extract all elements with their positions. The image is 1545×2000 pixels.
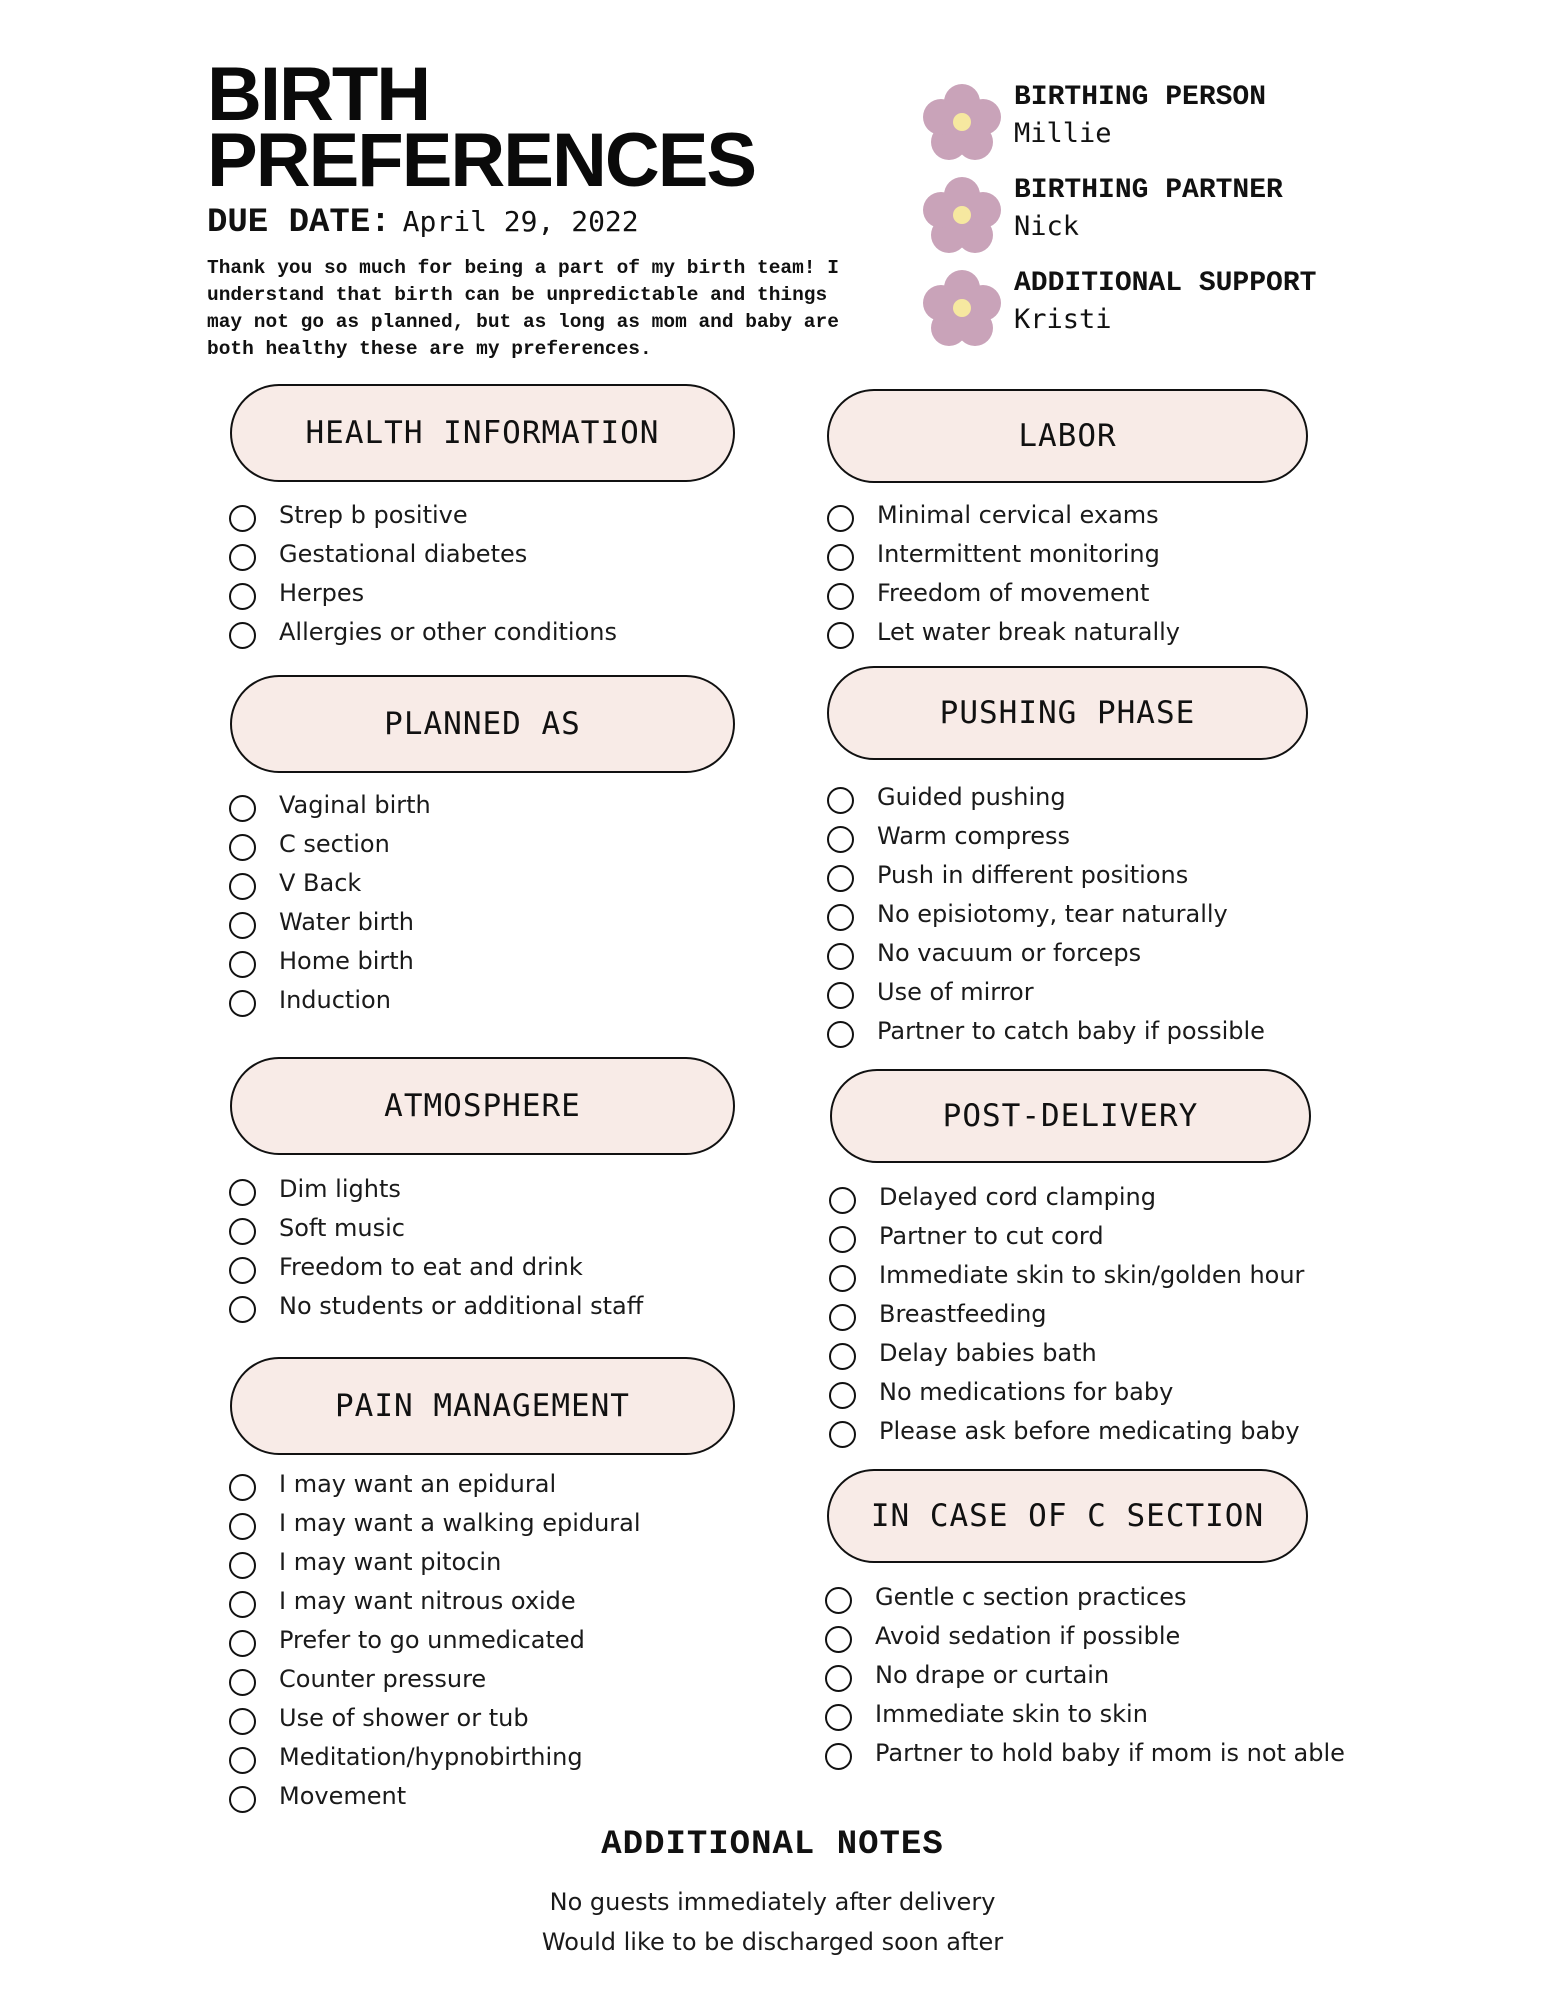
checklist-item-label: Immediate skin to skin bbox=[875, 1700, 1148, 1728]
checkbox-circle[interactable] bbox=[829, 1187, 856, 1214]
checkbox-circle[interactable] bbox=[825, 1626, 852, 1653]
checklist-item-label: Prefer to go unmedicated bbox=[279, 1626, 585, 1654]
checklist-item-label: I may want pitocin bbox=[279, 1548, 502, 1576]
checklist-item-label: Let water break naturally bbox=[877, 618, 1180, 646]
section-header-pushing-phase: PUSHING PHASE bbox=[827, 666, 1308, 760]
checklist-item-label: I may want nitrous oxide bbox=[279, 1587, 576, 1615]
checkbox-circle[interactable] bbox=[825, 1743, 852, 1770]
title-line-1: BIRTH bbox=[207, 52, 430, 137]
checklist-item-label: Please ask before medicating baby bbox=[879, 1417, 1300, 1445]
team-member bbox=[918, 266, 1338, 358]
checklist-item-label: Partner to catch baby if possible bbox=[877, 1017, 1265, 1045]
checklist-item-label: V Back bbox=[279, 869, 362, 897]
checkbox-circle[interactable] bbox=[827, 583, 854, 610]
checklist-item-label: Water birth bbox=[279, 908, 414, 936]
checklist-item-label: Breastfeeding bbox=[879, 1300, 1047, 1328]
checklist-item-label: I may want a walking epidural bbox=[279, 1509, 641, 1537]
checklist-item-label: No episiotomy, tear naturally bbox=[877, 900, 1228, 928]
flower-icon bbox=[918, 173, 1006, 261]
checklist-item-label: Minimal cervical exams bbox=[877, 501, 1159, 529]
section-header-labor: LABOR bbox=[827, 389, 1308, 483]
checkbox-circle[interactable] bbox=[829, 1421, 856, 1448]
page-title bbox=[207, 52, 756, 203]
intro-text: Thank you so much for being a part of my birth team! I understand that birth can be unpredictable and things may not go as planned, but as long as mom and baby are both healthy these are my preferences. bbox=[207, 257, 839, 360]
checkbox-circle[interactable] bbox=[829, 1382, 856, 1409]
checkbox-circle[interactable] bbox=[229, 951, 256, 978]
checklist-item-label: Warm compress bbox=[877, 822, 1070, 850]
checkbox-circle[interactable] bbox=[229, 1786, 256, 1813]
checkbox-circle[interactable] bbox=[827, 505, 854, 532]
checklist-item-label: I may want an epidural bbox=[279, 1470, 557, 1498]
checkbox-circle[interactable] bbox=[229, 1747, 256, 1774]
checklist-item-label: Allergies or other conditions bbox=[279, 618, 617, 646]
checklist-item-label: Movement bbox=[279, 1782, 407, 1810]
checklist-item-label: Vaginal birth bbox=[279, 791, 431, 819]
checkbox-circle[interactable] bbox=[825, 1587, 852, 1614]
team-member bbox=[918, 173, 1338, 265]
team-name: Nick bbox=[1014, 211, 1080, 242]
checkbox-circle[interactable] bbox=[229, 1257, 256, 1284]
section-header-post-delivery: POST-DELIVERY bbox=[830, 1069, 1311, 1163]
checkbox-circle[interactable] bbox=[825, 1665, 852, 1692]
flower-icon bbox=[918, 266, 1006, 354]
checkbox-circle[interactable] bbox=[229, 1552, 256, 1579]
checkbox-circle[interactable] bbox=[827, 943, 854, 970]
checkbox-circle[interactable] bbox=[229, 1591, 256, 1618]
due-date bbox=[207, 204, 639, 242]
flower-icon bbox=[918, 80, 1006, 168]
checkbox-circle[interactable] bbox=[229, 1218, 256, 1245]
checkbox-circle[interactable] bbox=[827, 1021, 854, 1048]
checkbox-circle[interactable] bbox=[229, 1708, 256, 1735]
checklist-item-label: No students or additional staff bbox=[279, 1292, 644, 1320]
due-date-value: April 29, 2022 bbox=[402, 205, 639, 238]
checkbox-circle[interactable] bbox=[229, 1179, 256, 1206]
checkbox-circle[interactable] bbox=[829, 1265, 856, 1292]
checklist-item-label: Delayed cord clamping bbox=[879, 1183, 1156, 1211]
checkbox-circle[interactable] bbox=[829, 1343, 856, 1370]
section-header-health-information: HEALTH INFORMATION bbox=[230, 384, 735, 482]
checkbox-circle[interactable] bbox=[229, 834, 256, 861]
checkbox-circle[interactable] bbox=[827, 904, 854, 931]
checkbox-circle[interactable] bbox=[229, 1513, 256, 1540]
additional-notes-line: Would like to be discharged soon after bbox=[541, 1928, 1004, 1956]
checklist-item-label: Freedom of movement bbox=[877, 579, 1150, 607]
checkbox-circle[interactable] bbox=[229, 505, 256, 532]
checklist-item-label: Partner to cut cord bbox=[879, 1222, 1104, 1250]
checklist-item-label: Freedom to eat and drink bbox=[279, 1253, 583, 1281]
checkbox-circle[interactable] bbox=[827, 826, 854, 853]
checklist-item-label: Strep b positive bbox=[279, 501, 468, 529]
checklist-item-label: No drape or curtain bbox=[875, 1661, 1110, 1689]
checklist-item-label: No vacuum or forceps bbox=[877, 939, 1142, 967]
title-line-2: PREFERENCES bbox=[207, 118, 756, 203]
checkbox-circle[interactable] bbox=[827, 787, 854, 814]
checklist-item-label: Counter pressure bbox=[279, 1665, 487, 1693]
checklist-item-label: No medications for baby bbox=[879, 1378, 1174, 1406]
checklist-item-label: Use of mirror bbox=[877, 978, 1034, 1006]
checklist-item-label: Use of shower or tub bbox=[279, 1704, 529, 1732]
team-member bbox=[918, 80, 1338, 172]
checklist-item-label: Dim lights bbox=[279, 1175, 401, 1203]
checklist-item-label: Push in different positions bbox=[877, 861, 1189, 889]
checkbox-circle[interactable] bbox=[829, 1304, 856, 1331]
team-role: ADDITIONAL SUPPORT bbox=[1014, 268, 1317, 299]
checklist-item-label: Partner to hold baby if mom is not able bbox=[875, 1739, 1345, 1767]
checklist-item-label: Meditation/hypnobirthing bbox=[279, 1743, 583, 1771]
checkbox-circle[interactable] bbox=[827, 544, 854, 571]
checkbox-circle[interactable] bbox=[229, 1669, 256, 1696]
checkbox-circle[interactable] bbox=[827, 622, 854, 649]
checklist-item-label: Induction bbox=[279, 986, 391, 1014]
checkbox-circle[interactable] bbox=[229, 912, 256, 939]
additional-notes-line: No guests immediately after delivery bbox=[549, 1888, 996, 1916]
checkbox-circle[interactable] bbox=[229, 795, 256, 822]
section-header-in-case-of-c-section: IN CASE OF C SECTION bbox=[827, 1469, 1308, 1563]
checklist-item-label: Herpes bbox=[279, 579, 365, 607]
checkbox-circle[interactable] bbox=[825, 1704, 852, 1731]
team-role: BIRTHING PARTNER bbox=[1014, 175, 1283, 206]
checklist-item-label: Gentle c section practices bbox=[875, 1583, 1187, 1611]
checklist-item-label: Guided pushing bbox=[877, 783, 1066, 811]
additional-notes-title: ADDITIONAL NOTES bbox=[601, 1826, 944, 1864]
checkbox-circle[interactable] bbox=[229, 622, 256, 649]
checklist-item-label: Intermittent monitoring bbox=[877, 540, 1160, 568]
checklist-item-label: Gestational diabetes bbox=[279, 540, 528, 568]
team-name: Millie bbox=[1014, 118, 1112, 149]
checkbox-circle[interactable] bbox=[827, 982, 854, 1009]
checkbox-circle[interactable] bbox=[229, 873, 256, 900]
checkbox-circle[interactable] bbox=[229, 1296, 256, 1323]
checkbox-circle[interactable] bbox=[229, 990, 256, 1017]
checkbox-circle[interactable] bbox=[229, 544, 256, 571]
checkbox-circle[interactable] bbox=[827, 865, 854, 892]
team-role: BIRTHING PERSON bbox=[1014, 82, 1267, 113]
section-header-atmosphere: ATMOSPHERE bbox=[230, 1057, 735, 1155]
checkbox-circle[interactable] bbox=[229, 583, 256, 610]
section-header-pain-management: PAIN MANAGEMENT bbox=[230, 1357, 735, 1455]
checklist-item-label: Delay babies bath bbox=[879, 1339, 1097, 1367]
checkbox-circle[interactable] bbox=[229, 1630, 256, 1657]
checkbox-circle[interactable] bbox=[229, 1474, 256, 1501]
team-name: Kristi bbox=[1014, 304, 1112, 335]
checklist-item-label: Immediate skin to skin/golden hour bbox=[879, 1261, 1305, 1289]
checklist-item-label: Home birth bbox=[279, 947, 414, 975]
checkbox-circle[interactable] bbox=[829, 1226, 856, 1253]
checklist-item-label: Avoid sedation if possible bbox=[875, 1622, 1181, 1650]
section-header-planned-as: PLANNED AS bbox=[230, 675, 735, 773]
checklist-item-label: C section bbox=[279, 830, 390, 858]
checklist-item-label: Soft music bbox=[279, 1214, 405, 1242]
due-date-label: DUE DATE: bbox=[207, 204, 391, 242]
